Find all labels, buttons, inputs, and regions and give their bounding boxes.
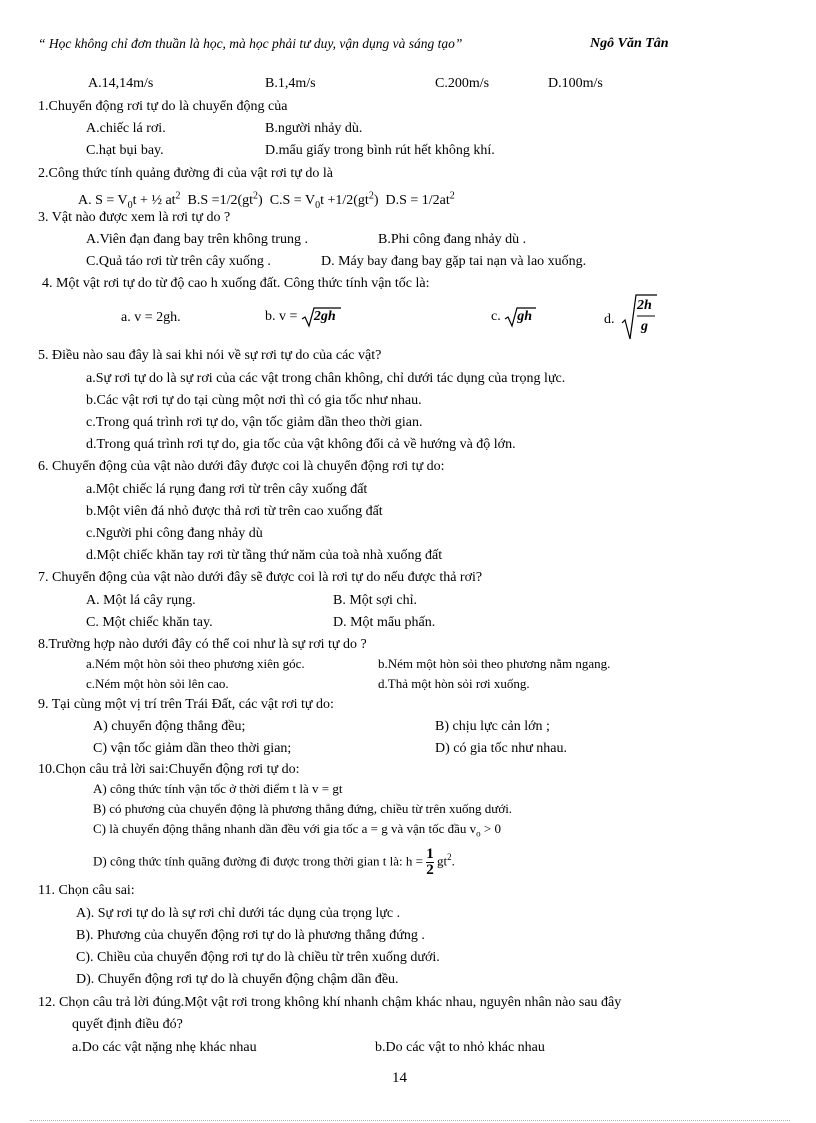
page-number: 14	[392, 1070, 407, 1086]
q8-option-c: c.Ném một hòn sỏi lên cao.	[86, 676, 229, 691]
q6-option-d: d.Một chiếc khăn tay rơi từ tầng thứ năm của toà nhà xuống đất	[86, 548, 443, 563]
q9-stem: 9. Tại cùng một vị trí trên Trái Đất, các vật rơi tự do:	[38, 697, 334, 712]
q5-option-d: d.Trong quá trình rơi tự do, gia tốc của vật không đổi cả về hướng và độ lớn.	[86, 437, 516, 452]
q4-option-c-radical: gh	[504, 306, 536, 328]
q9-option-b: B) chịu lực cản lớn ;	[435, 719, 550, 734]
q8-option-b: b.Ném một hòn sỏi theo phương nằm ngang.	[378, 656, 611, 671]
q2-option-c: $C.S = V_0t +1/2(gt^2)$	[269, 190, 379, 211]
q4-option-a: a. v = 2gh.	[121, 310, 181, 325]
q1-option-a: A.chiếc lá rơi.	[86, 121, 166, 136]
q10-stem: 10.Chọn câu trả lời sai:Chuyển động rơi tự do:	[38, 762, 300, 777]
q4-option-b-radical: 2gh	[301, 306, 341, 328]
prev-option-c: C.200m/s	[435, 76, 490, 91]
prev-option-a: A.14,14m/s	[88, 76, 154, 91]
q5-option-c: c.Trong quá trình rơi tự do, vận tốc giảm dần theo thời gian.	[86, 415, 423, 430]
q1-option-c: C.hạt bụi bay.	[86, 143, 164, 158]
q4-stem: 4. Một vật rơi tự do từ độ cao h xuống đất. Công thức tính vận tốc là:	[42, 276, 430, 291]
q2-stem: 2.Công thức tính quảng đường đi của vật rơi tự do là	[38, 166, 333, 181]
q5-stem: 5. Điều nào sau đây là sai khi nói về sự rơi tự do của các vật?	[38, 348, 382, 363]
q12-stem-line2: quyết định điều đó?	[72, 1017, 183, 1032]
q12-stem-line1: 12. Chọn câu trả lời đúng.Một vật rơi trong không khí nhanh chậm khác nhau, nguyên nhân nào sau đây	[38, 995, 622, 1010]
q11-option-b: B). Phương của chuyển động rơi tự do là phương thẳng đứng .	[76, 928, 425, 943]
q6-stem: 6. Chuyển động của vật nào dưới đây được coi là chuyển động rơi tự do:	[38, 459, 445, 474]
header-author: Ngô Văn Tân	[590, 36, 669, 51]
q9-option-c: C) vận tốc giảm dần theo thời gian;	[93, 741, 292, 756]
q2-option-a: A. $S = V_0t$ + ½ $at^2$	[78, 190, 181, 211]
q6-option-a: a.Một chiếc lá rụng đang rơi từ trên cây xuống đất	[86, 482, 368, 497]
q10-option-d-fraction: $\frac{1}{2}$	[426, 845, 434, 878]
q6-option-c: c.Người phi công đang nhảy dù	[86, 526, 263, 541]
q11-option-c: C). Chiều của chuyển động rơi tự do là chiều từ trên xuống dưới.	[76, 950, 440, 965]
q2-option-b: $B.S =1/2(gt^2)$	[187, 190, 263, 208]
q8-option-d: d.Thả một hòn sỏi rơi xuống.	[378, 676, 530, 691]
q3-option-d: D. Máy bay đang bay gặp tai nạn và lao xuống.	[321, 254, 587, 269]
prev-option-b: B.1,4m/s	[265, 76, 316, 91]
q8-stem: 8.Trường hợp nào dưới đây có thể coi như là sự rơi tự do ?	[38, 637, 367, 652]
q4-option-b: b. v = 2gh	[265, 306, 341, 328]
q3-option-b: B.Phi công đang nhảy dù .	[378, 232, 527, 247]
q7-option-c: C. Một chiếc khăn tay.	[86, 615, 213, 630]
q12-option-b: b.Do các vật to nhỏ khác nhau	[375, 1040, 545, 1055]
q10-option-c: C) là chuyển động thẳng nhanh dần đều với gia tốc a = g và vận tốc đầu $v_o > 0$	[93, 821, 502, 839]
q5-option-a: a.Sự rơi tự do là sự rơi của các vật trong chân không, chỉ dưới tác dụng của trọng lực.	[86, 371, 566, 386]
q3-option-c: C.Quả táo rơi từ trên cây xuống .	[86, 254, 271, 269]
q1-option-b: B.người nhảy dù.	[265, 121, 363, 136]
q1-stem: 1.Chuyển động rơi tự do là chuyển động của	[38, 99, 288, 114]
q7-option-d: D. Một mẩu phấn.	[333, 615, 436, 630]
q4-option-d-label: d.	[604, 312, 615, 327]
q11-stem: 11. Chọn câu sai:	[38, 883, 135, 898]
q11-option-d: D). Chuyển động rơi tự do là chuyển động chậm dần đều.	[76, 972, 399, 987]
q10-option-a: A) công thức tính vận tốc ở thời điểm t là v = gt	[93, 781, 343, 796]
prev-option-d: D.100m/s	[548, 76, 603, 91]
q9-option-d: D) có gia tốc như nhau.	[435, 741, 567, 756]
q7-option-a: A. Một lá cây rụng.	[86, 593, 196, 608]
q9-option-a: A) chuyển động thẳng đều;	[93, 719, 246, 734]
q7-option-b: B. Một sợi chỉ.	[333, 593, 418, 608]
q3-stem: 3. Vật nào được xem là rơi tự do ?	[38, 210, 231, 225]
q7-stem: 7. Chuyển động của vật nào dưới đây sẽ được coi là rơi tự do nếu được thả rơi?	[38, 570, 483, 585]
q4-option-d-radical: 2h g	[621, 293, 657, 341]
q11-option-a: A). Sự rơi tự do là sự rơi chỉ dưới tác dụng của trọng lực .	[76, 906, 401, 921]
q2-option-d: $D.S = 1/2at^2$	[385, 190, 455, 208]
q6-option-b: b.Một viên đá nhỏ được thả rơi từ trên cao xuống đất	[86, 504, 383, 519]
q8-option-a: a.Ném một hòn sỏi theo phương xiên góc.	[86, 656, 305, 671]
q10-option-b: B) có phương của chuyển động là phương thẳng đứng, chiều từ trên xuống dưới.	[93, 801, 513, 816]
q4-option-c: c. gh	[491, 306, 536, 328]
q1-option-d: D.mẩu giấy trong bình rút hết không khí.	[265, 143, 495, 158]
q10-option-d: D) công thức tính quãng đường đi được trong thời gian t là: h = $\frac{1}{2}$ $gt^2$.	[93, 845, 455, 878]
q3-option-a: A.Viên đạn đang bay trên không trung .	[86, 232, 308, 247]
q12-option-a: a.Do các vật nặng nhẹ khác nhau	[72, 1040, 257, 1055]
q5-option-b: b.Các vật rơi tự do tại cùng một nơi thì có gia tốc như nhau.	[86, 393, 422, 408]
page-bottom-divider	[30, 1120, 790, 1121]
header-quote: “ Học không chỉ đơn thuần là học, mà học phải tư duy, vận dụng và sáng tạo”	[38, 36, 463, 51]
